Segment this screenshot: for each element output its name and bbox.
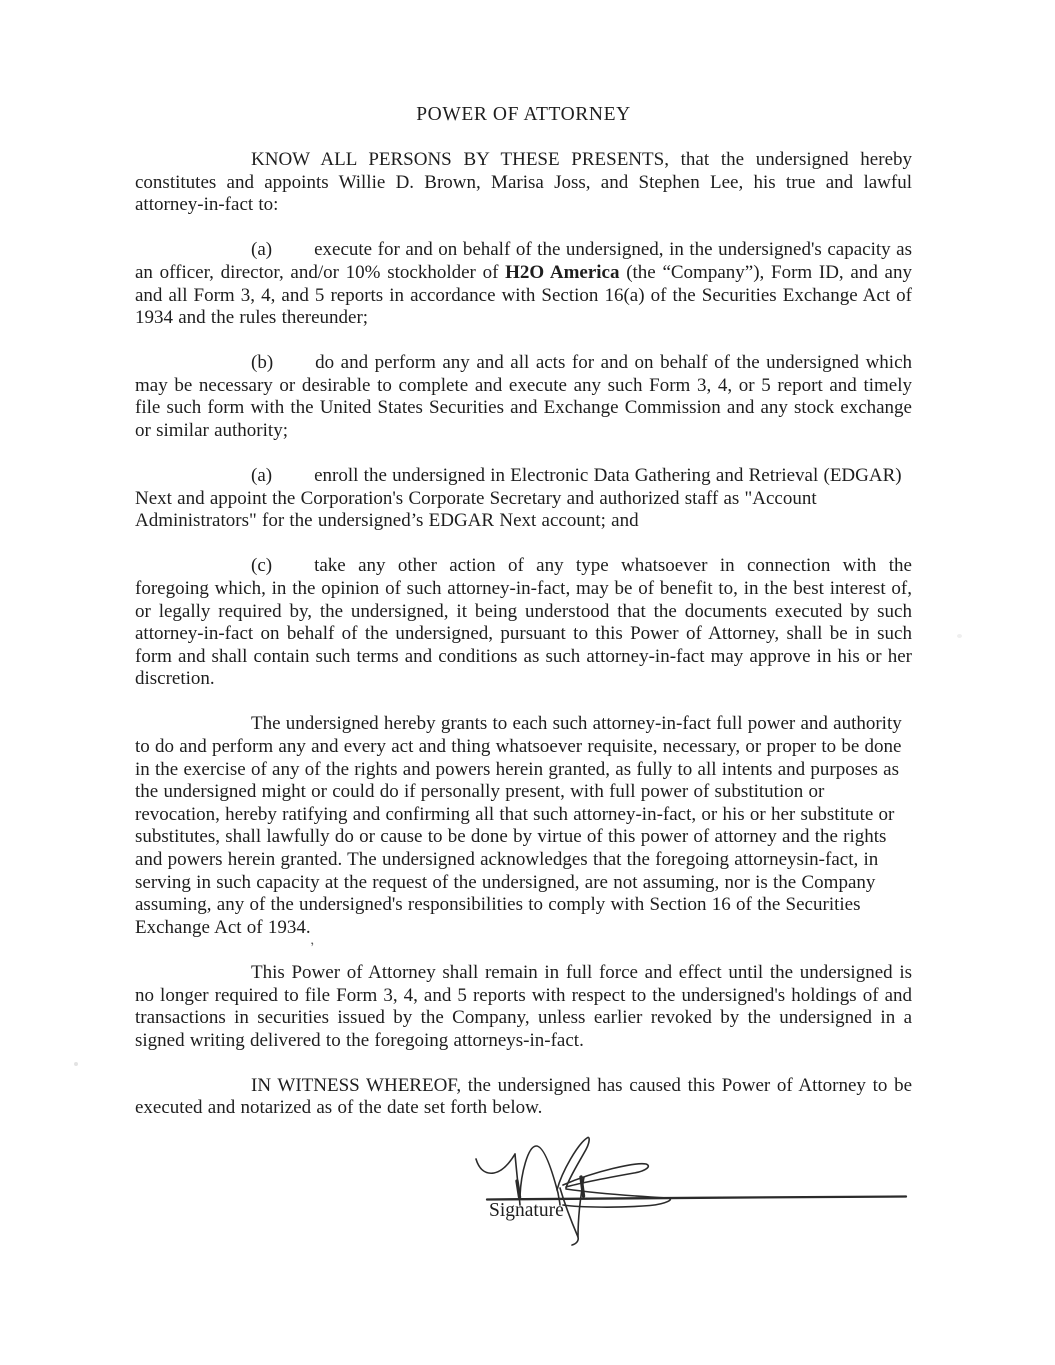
document-title [135,104,912,127]
paragraph-text: (the “Company”), Form ID, and any and all Form 3, 4, and 5 reports in accordance with Section 16(a) of the Securities Exchange Act of 1934 and the rules thereunder; [135,261,912,329]
company-name: H2O America [505,261,620,283]
paragraph-text: KNOW ALL PERSONS BY THESE PRESENTS, that the undersigned hereby constitutes and appoints Willie D. Brown, Marisa Joss, and Stephen Lee, his true and lawful attorney-in-fact to: [135,149,912,216]
signature-label: Signature [489,1200,564,1221]
paragraph-text: take any other action of any type whatsoever in connection with the foregoing which, in the opinion of such attorney-in-fact, may be of benefit to, in the best interest of, or legally required by, the undersigned, it being understood that the documents executed by such attorney-in-fact on behalf of the undersigned, pursuant to this Power of Attorney, shall be in such form and shall contain such terms and conditions as such attorney-in-fact may approve in his or her discretion. [135,555,912,690]
scan-artifact-mark: , [308,932,315,949]
paragraph-label: (b) [251,352,274,374]
paragraph-a-enroll [135,465,912,533]
paragraph-label: (a) [251,239,273,261]
scan-artifact-speck [957,634,962,638]
signature-block [0,1125,1055,1285]
paragraph-label: (c) [251,555,273,577]
paragraph-text: enroll the undersigned in Electronic Data Gathering and Retrieval (EDGAR) Next and appoint the Corporation's Corporate Secretary and authorized staff as "Account Administrators" for the undersigned’s EDGAR Next account; and [135,465,902,532]
paragraph-text: The undersigned hereby grants to each such attorney-in-fact full power and authority to do and perform any and every act and thing whatsoever requisite, necessary, or proper to be done in the exercise of any of the rights and powers herein granted, as fully to all intents and purposes as the undersigned might or could do if personally present, with full power of substitution or revocation, hereby ratifying and confirming all that such attorney-in-fact, or his or her substitute or substitutes, shall lawfully do or cause to be done by virtue of this power of attorney and the rights and powers herein granted. The undersigned acknowledges that the foregoing attorneysin-fact, in serving in such capacity at the request of the undersigned, are not assuming, nor is the Company assuming, any of the undersigned's responsibilities to comply with Section 16 of the Securities Exchange Act of 1934. [135,713,902,938]
paragraph-know-all [135,149,912,217]
paragraph-duration [135,962,912,1052]
paragraph-label: (a) [251,465,273,487]
scan-artifact-speck [74,1062,78,1066]
paragraph-c-other-action [135,555,912,691]
paragraph-text: do and perform any and all acts for and on behalf of the undersigned which may be necessary or desirable to complete and execute any such Form 3, 4, or 5 report and timely file such form with the United States Securities and Exchange Commission and any stock exchange or similar authority; [135,352,912,442]
paragraph-b-perform [135,352,912,442]
document-title-text: POWER OF ATTORNEY [416,104,631,125]
document-body [135,104,912,1120]
paragraph-witness [135,1075,912,1120]
paragraph-text: This Power of Attorney shall remain in full force and effect until the undersigned is no longer required to file Form 3, 4, and 5 reports with respect to the undersigned's holdings of and transactions in securities issued by the Company, unless earlier revoked by the undersigned in a signed writing delivered to the foregoing attorneys-in-fact. [135,961,912,1051]
paragraph-text: IN WITNESS WHEREOF, the undersigned has caused this Power of Attorney to be executed and notarized as of the date set forth below. [135,1074,912,1119]
paragraph-text: execute for and on behalf of the undersigned, in the undersigned's capacity as an officer, director, and/or 10% stockholder of [135,239,912,283]
paragraph-a-execute [135,239,912,329]
paragraph-grant-of-power [135,713,912,939]
